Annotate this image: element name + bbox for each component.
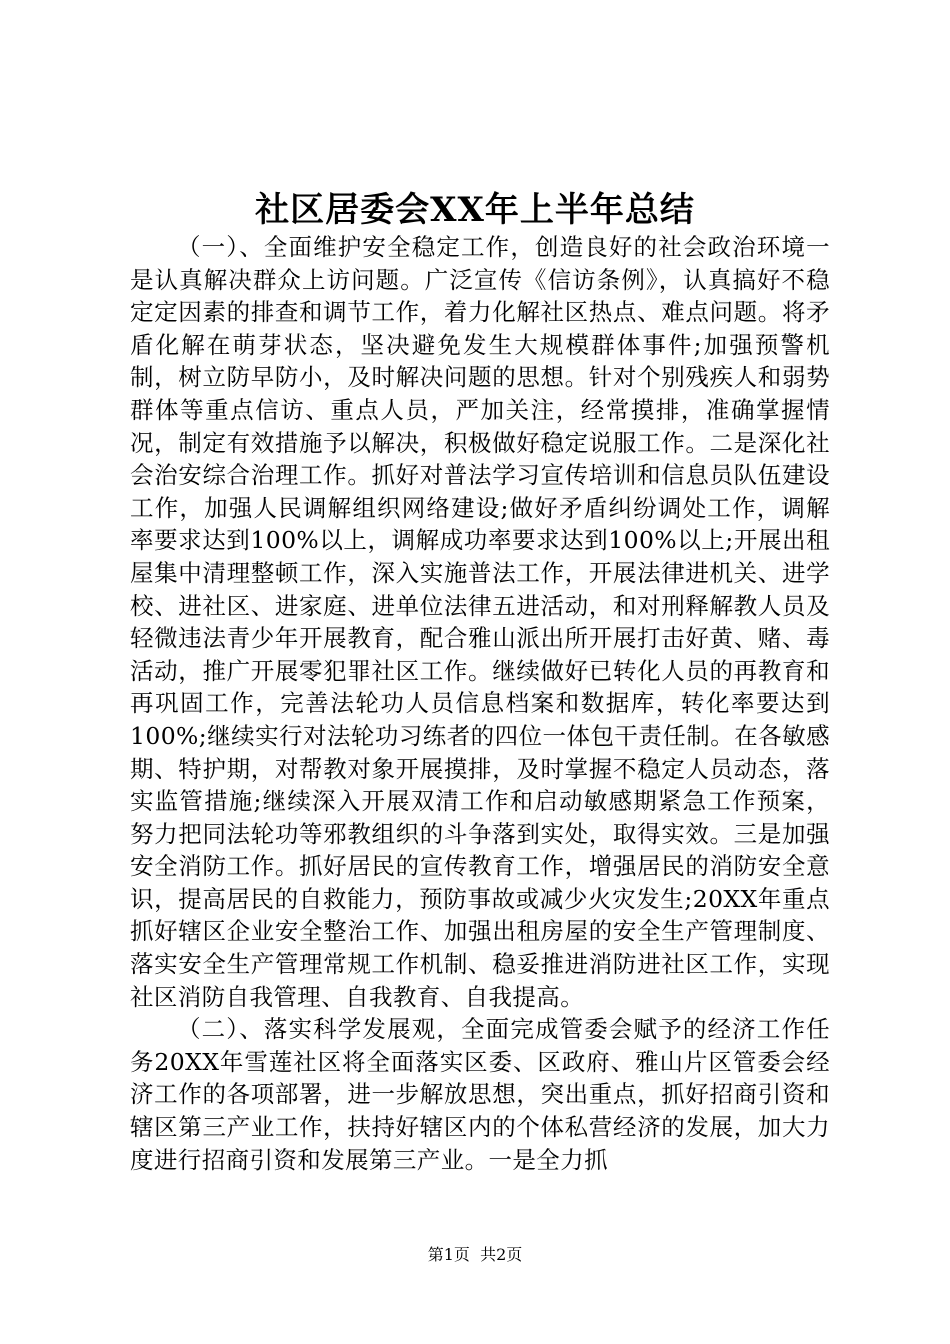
page-total: 共2页 <box>480 1245 523 1264</box>
page-number: 第1页 <box>427 1245 470 1264</box>
page-footer <box>0 1244 950 1266</box>
paragraph-2: （二）、落实科学发展观，全面完成管委会赋予的经济工作任务20XX年雪莲社区将全面落实区委、区政府、雅山片区管委会经济工作的各项部署，进一步解放思想，突出重点，抓好招商引资和辖区第三产业工作，扶持好辖区内的个体私营经济的发展，加大力度进行招商引资和发展第三产业。一是全力抓 <box>130 1015 830 1174</box>
document-body <box>130 231 830 1176</box>
paragraph-1: （一）、全面维护安全稳定工作，创造良好的社会政治环境一是认真解决群众上访问题。广泛宣传《信访条例》，认真搞好不稳定定因素的排查和调节工作，着力化解社区热点、难点问题。将矛盾化解在萌芽状态，坚决避免发生大规模群体事件;加强预警机制，树立防早防小，及时解决问题的思想。针对个别残疾人和弱势群体等重点信访、重点人员，严加关注，经常摸排，准确掌握情况，制定有效措施予以解决，积极做好稳定说服工作。二是深化社会治安综合治理工作。抓好对普法学习宣传培训和信息员队伍建设工作，加强人民调解组织网络建设;做好矛盾纠纷调处工作，调解率要求达到100%以上，调解成功率要求达到100%以上;开展出租屋集中清理整顿工作，深入实施普法工作，开展法律进机关、进学校、进社区、进家庭、进单位法律五进活动，和对刑释解教人员及轻微违法青少年开展教育，配合雅山派出所开展打击好黄、赌、毒活动，推广开展零犯罪社区工作。继续做好已转化人员的再教育和再巩固工作，完善法轮功人员信息档案和数据库，转化率要达到100%;继续实行对法轮功习练者的四位一体包干责任制。在各敏感期、特护期，对帮教对象开展摸排，及时掌握不稳定人员动态，落实监管措施;继续深入开展双清工作和启动敏感期紧急工作预案，努力把同法轮功等邪教组织的斗争落到实处，取得实效。三是加强安全消防工作。抓好居民的宣传教育工作，增强居民的消防安全意识，提高居民的自救能力，预防事故或减少火灾发生;20XX年重点抓好辖区企业安全整治工作、加强出租房屋的安全生产管理制度、落实安全生产管理常规工作机制、稳妥推进消防进社区工作，实现社区消防自我管理、自我教育、自我提高。 <box>130 233 830 1011</box>
page-title: 社区居委会XX年上半年总结 <box>255 190 695 230</box>
